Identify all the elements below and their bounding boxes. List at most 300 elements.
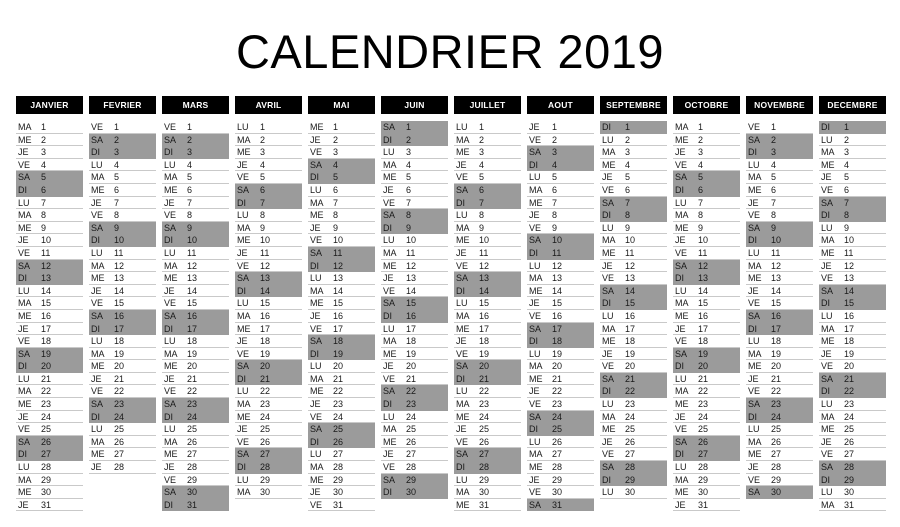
day-number: 9 — [552, 222, 558, 233]
day-name: VE — [164, 210, 177, 221]
weekend-day-row — [381, 486, 448, 499]
day-number: 6 — [844, 184, 850, 195]
weekend-day-row — [454, 360, 521, 373]
day-name: DI — [602, 122, 611, 132]
day-number: 14 — [406, 285, 417, 296]
day-row — [454, 297, 521, 310]
day-number: 9 — [698, 222, 704, 233]
day-name: JE — [383, 184, 394, 195]
day-row — [16, 222, 83, 235]
day-number: 1 — [260, 122, 266, 132]
day-number: 5 — [625, 172, 631, 183]
day-row — [235, 121, 302, 134]
day-number: 19 — [844, 348, 855, 359]
day-name: DI — [821, 122, 830, 132]
weekend-day-row — [235, 197, 302, 210]
day-name: MA — [675, 122, 689, 132]
day-name: DI — [602, 474, 611, 485]
day-row — [527, 360, 594, 373]
weekend-day-row — [673, 360, 740, 373]
day-number: 20 — [625, 361, 636, 372]
day-number: 25 — [260, 424, 271, 435]
day-row — [673, 297, 740, 310]
day-name: SA — [529, 147, 542, 158]
day-name: VE — [237, 348, 250, 359]
day-name: VE — [675, 159, 688, 170]
day-row — [746, 247, 813, 260]
day-name: VE — [383, 462, 396, 473]
day-number: 28 — [260, 462, 271, 473]
day-name: ME — [91, 361, 105, 372]
day-number: 27 — [552, 449, 563, 460]
day-number: 15 — [114, 298, 125, 309]
day-number: 6 — [187, 184, 193, 195]
day-number: 20 — [260, 361, 271, 372]
day-name: LU — [675, 462, 687, 473]
day-name: VE — [383, 285, 396, 296]
day-number: 7 — [771, 197, 777, 208]
day-row — [89, 121, 156, 134]
day-name: MA — [456, 487, 470, 498]
weekend-day-row — [673, 184, 740, 197]
day-number: 27 — [114, 449, 125, 460]
day-number: 17 — [771, 323, 782, 334]
day-number: 19 — [479, 348, 490, 359]
day-name: LU — [748, 247, 760, 258]
day-row — [454, 247, 521, 260]
day-row — [235, 398, 302, 411]
day-row — [819, 398, 886, 411]
day-number: 18 — [479, 336, 490, 347]
day-row — [308, 486, 375, 499]
day-name: DI — [18, 449, 27, 460]
day-row — [162, 272, 229, 285]
day-number: 21 — [698, 373, 709, 384]
day-row — [308, 184, 375, 197]
day-name: SA — [164, 399, 177, 410]
day-number: 6 — [260, 184, 266, 195]
day-row — [235, 348, 302, 361]
day-list — [89, 121, 156, 474]
day-number: 9 — [406, 222, 412, 233]
day-number: 16 — [552, 310, 563, 321]
day-number: 8 — [406, 210, 412, 221]
day-list — [746, 121, 813, 499]
day-number: 16 — [333, 310, 344, 321]
day-row — [819, 348, 886, 361]
weekend-day-row — [600, 385, 667, 398]
day-number: 11 — [844, 247, 854, 258]
day-number: 8 — [333, 210, 339, 221]
day-number: 15 — [625, 298, 636, 309]
day-name: JE — [456, 336, 467, 347]
day-number: 19 — [406, 348, 417, 359]
day-number: 12 — [114, 260, 125, 271]
day-number: 27 — [406, 449, 417, 460]
day-number: 30 — [771, 487, 782, 498]
day-number: 26 — [114, 436, 125, 447]
day-name: VE — [456, 172, 469, 183]
day-name: JE — [237, 159, 248, 170]
day-name: LU — [529, 348, 541, 359]
day-name: VE — [310, 323, 323, 334]
day-name: VE — [164, 298, 177, 309]
day-row — [235, 297, 302, 310]
day-number: 23 — [406, 399, 417, 410]
day-row — [527, 373, 594, 386]
weekend-day-row — [381, 474, 448, 487]
day-name: VE — [529, 134, 542, 145]
day-number: 24 — [114, 411, 125, 422]
day-name: JE — [164, 462, 175, 473]
day-number: 27 — [187, 449, 198, 460]
day-name: SA — [748, 222, 761, 233]
day-number: 10 — [698, 235, 709, 246]
day-number: 5 — [698, 172, 704, 183]
day-name: JE — [310, 399, 321, 410]
day-name: ME — [383, 436, 397, 447]
day-row — [819, 171, 886, 184]
day-name: DI — [602, 386, 611, 397]
day-name: JE — [675, 323, 686, 334]
day-row — [746, 474, 813, 487]
day-number: 30 — [406, 487, 417, 498]
day-row — [527, 171, 594, 184]
day-number: 1 — [698, 122, 704, 132]
day-row — [454, 411, 521, 424]
day-number: 22 — [114, 386, 125, 397]
day-row — [162, 285, 229, 298]
day-number: 18 — [771, 336, 782, 347]
weekend-day-row — [673, 272, 740, 285]
day-name: LU — [383, 411, 395, 422]
day-name: MA — [456, 399, 470, 410]
day-number: 5 — [333, 172, 339, 183]
day-number: 24 — [698, 411, 709, 422]
day-number: 11 — [114, 247, 124, 258]
day-number: 26 — [771, 436, 782, 447]
day-name: DI — [91, 235, 100, 246]
day-name: LU — [383, 235, 395, 246]
day-number: 4 — [41, 159, 47, 170]
day-number: 24 — [406, 411, 417, 422]
day-number: 24 — [552, 411, 563, 422]
day-name: MA — [383, 424, 397, 435]
day-name: LU — [821, 487, 833, 498]
day-name: VE — [602, 449, 615, 460]
weekend-day-row — [673, 260, 740, 273]
day-number: 11 — [625, 247, 635, 258]
day-row — [16, 134, 83, 147]
day-number: 3 — [406, 147, 412, 158]
day-number: 10 — [552, 235, 563, 246]
day-number: 2 — [406, 134, 412, 145]
day-number: 8 — [41, 210, 47, 221]
day-number: 6 — [771, 184, 777, 195]
day-number: 5 — [552, 172, 558, 183]
weekend-day-row — [381, 134, 448, 147]
day-number: 5 — [844, 172, 850, 183]
day-number: 10 — [771, 235, 782, 246]
day-name: ME — [675, 487, 689, 498]
day-number: 9 — [114, 222, 120, 233]
day-number: 11 — [479, 247, 489, 258]
day-name: VE — [91, 210, 104, 221]
day-name: DI — [18, 273, 27, 284]
day-number: 29 — [41, 474, 52, 485]
day-name: SA — [456, 449, 469, 460]
day-number: 4 — [479, 159, 485, 170]
day-number: 12 — [406, 260, 417, 271]
day-name: VE — [821, 184, 834, 195]
weekend-day-row — [16, 171, 83, 184]
weekend-day-row — [235, 285, 302, 298]
day-number: 13 — [771, 273, 782, 284]
day-name: VE — [748, 210, 761, 221]
day-name: JE — [310, 487, 321, 498]
weekend-day-row — [819, 197, 886, 210]
weekend-day-row — [527, 247, 594, 260]
day-row — [673, 310, 740, 323]
day-row — [746, 285, 813, 298]
day-name: DI — [456, 373, 465, 384]
day-name: VE — [602, 184, 615, 195]
day-row — [673, 121, 740, 134]
weekend-day-row — [819, 461, 886, 474]
day-number: 28 — [552, 462, 563, 473]
month-novembre — [746, 96, 813, 499]
day-number: 30 — [260, 487, 271, 498]
month-header: FEVRIER — [89, 96, 156, 114]
day-row — [673, 474, 740, 487]
day-number: 4 — [698, 159, 704, 170]
day-row — [673, 335, 740, 348]
day-row — [381, 197, 448, 210]
weekend-day-row — [673, 171, 740, 184]
day-name: SA — [529, 411, 542, 422]
day-number: 26 — [187, 436, 198, 447]
day-row — [600, 335, 667, 348]
day-number: 22 — [406, 386, 417, 397]
day-row — [162, 423, 229, 436]
day-name: LU — [529, 172, 541, 183]
day-row — [235, 323, 302, 336]
day-number: 6 — [552, 184, 558, 195]
month-fevrier — [89, 96, 156, 474]
day-row — [673, 285, 740, 298]
day-name: DI — [91, 147, 100, 158]
day-number: 16 — [844, 310, 855, 321]
day-name: VE — [602, 273, 615, 284]
day-name: ME — [602, 424, 616, 435]
day-name: JE — [383, 449, 394, 460]
weekend-day-row — [600, 285, 667, 298]
day-number: 7 — [844, 197, 850, 208]
day-row — [746, 436, 813, 449]
month-juin — [381, 96, 448, 499]
month-octobre — [673, 96, 740, 511]
day-name: SA — [675, 172, 688, 183]
day-number: 15 — [406, 298, 417, 309]
day-number: 24 — [479, 411, 490, 422]
day-row — [600, 310, 667, 323]
day-name: LU — [164, 336, 176, 347]
day-number: 29 — [698, 474, 709, 485]
day-name: VE — [91, 298, 104, 309]
weekend-day-row — [308, 159, 375, 172]
day-number: 4 — [844, 159, 850, 170]
day-name: LU — [821, 310, 833, 321]
day-number: 18 — [114, 336, 125, 347]
day-name: JE — [310, 134, 321, 145]
month-avril — [235, 96, 302, 499]
day-number: 30 — [187, 487, 198, 498]
day-row — [162, 197, 229, 210]
day-row — [308, 134, 375, 147]
day-name: DI — [821, 298, 830, 309]
day-number: 31 — [698, 499, 709, 510]
day-number: 14 — [479, 285, 490, 296]
day-row — [308, 373, 375, 386]
day-number: 24 — [844, 411, 855, 422]
day-name: VE — [91, 386, 104, 397]
day-row — [16, 146, 83, 159]
month-decembre — [819, 96, 886, 511]
month-header: SEPTEMBRE — [600, 96, 667, 114]
day-name: JE — [456, 247, 467, 258]
day-number: 12 — [260, 260, 271, 271]
day-name: MA — [675, 210, 689, 221]
day-row — [600, 247, 667, 260]
day-number: 6 — [625, 184, 631, 195]
day-row — [16, 373, 83, 386]
day-name: LU — [18, 462, 30, 473]
day-number: 13 — [698, 273, 709, 284]
day-row — [673, 486, 740, 499]
day-name: SA — [383, 122, 396, 132]
day-number: 26 — [552, 436, 563, 447]
month-header: MAI — [308, 96, 375, 114]
day-row — [527, 134, 594, 147]
day-list — [16, 121, 83, 511]
day-name: ME — [748, 361, 762, 372]
day-number: 5 — [114, 172, 120, 183]
day-row — [746, 260, 813, 273]
day-name: JE — [164, 373, 175, 384]
day-name: MA — [18, 210, 32, 221]
day-name: DI — [675, 361, 684, 372]
day-number: 26 — [406, 436, 417, 447]
day-name: JE — [383, 273, 394, 284]
day-name: LU — [821, 222, 833, 233]
day-number: 27 — [698, 449, 709, 460]
day-list — [308, 121, 375, 511]
day-number: 7 — [552, 197, 558, 208]
day-number: 28 — [698, 462, 709, 473]
day-number: 25 — [552, 424, 563, 435]
day-row — [308, 323, 375, 336]
day-row — [162, 360, 229, 373]
day-name: JE — [821, 436, 832, 447]
day-name: VE — [675, 336, 688, 347]
day-row — [16, 121, 83, 134]
day-row — [600, 234, 667, 247]
month-header: MARS — [162, 96, 229, 114]
day-name: VE — [310, 499, 323, 510]
month-juillet — [454, 96, 521, 511]
day-name: ME — [91, 273, 105, 284]
day-number: 5 — [260, 172, 266, 183]
day-row — [162, 348, 229, 361]
day-name: DI — [456, 285, 465, 296]
day-number: 1 — [771, 122, 777, 132]
weekend-day-row — [16, 348, 83, 361]
day-name: MA — [383, 247, 397, 258]
day-name: ME — [602, 247, 616, 258]
day-number: 11 — [552, 247, 562, 258]
day-number: 28 — [844, 462, 855, 473]
day-row — [600, 360, 667, 373]
day-name: JE — [675, 235, 686, 246]
day-number: 22 — [333, 386, 344, 397]
day-name: MA — [164, 172, 178, 183]
day-name: VE — [748, 474, 761, 485]
day-row — [819, 260, 886, 273]
day-name: LU — [383, 323, 395, 334]
day-number: 9 — [844, 222, 850, 233]
day-row — [235, 385, 302, 398]
day-name: MA — [821, 499, 835, 510]
day-name: MA — [529, 361, 543, 372]
day-name: JE — [18, 499, 29, 510]
day-name: DI — [821, 386, 830, 397]
day-row — [673, 398, 740, 411]
day-row — [381, 171, 448, 184]
weekend-day-row — [162, 398, 229, 411]
day-name: DI — [529, 424, 538, 435]
weekend-day-row — [746, 146, 813, 159]
day-row — [89, 260, 156, 273]
day-name: DI — [456, 462, 465, 473]
day-name: JE — [529, 298, 540, 309]
day-number: 1 — [479, 122, 485, 132]
day-name: MA — [748, 436, 762, 447]
month-header: JUIN — [381, 96, 448, 114]
day-number: 26 — [698, 436, 709, 447]
weekend-day-row — [600, 461, 667, 474]
day-name: VE — [529, 399, 542, 410]
day-row — [162, 171, 229, 184]
day-name: ME — [456, 323, 470, 334]
day-name: DI — [310, 260, 319, 271]
day-row — [162, 436, 229, 449]
day-row — [454, 121, 521, 134]
day-name: ME — [675, 399, 689, 410]
day-name: SA — [529, 323, 542, 334]
weekend-day-row — [527, 499, 594, 512]
day-number: 14 — [771, 285, 782, 296]
day-name: SA — [383, 386, 396, 397]
day-row — [673, 134, 740, 147]
day-row — [381, 423, 448, 436]
day-number: 23 — [844, 399, 855, 410]
day-name: MA — [821, 235, 835, 246]
day-number: 31 — [844, 499, 855, 510]
day-row — [454, 323, 521, 336]
day-number: 15 — [333, 298, 344, 309]
day-name: DI — [18, 361, 27, 372]
day-row — [527, 385, 594, 398]
